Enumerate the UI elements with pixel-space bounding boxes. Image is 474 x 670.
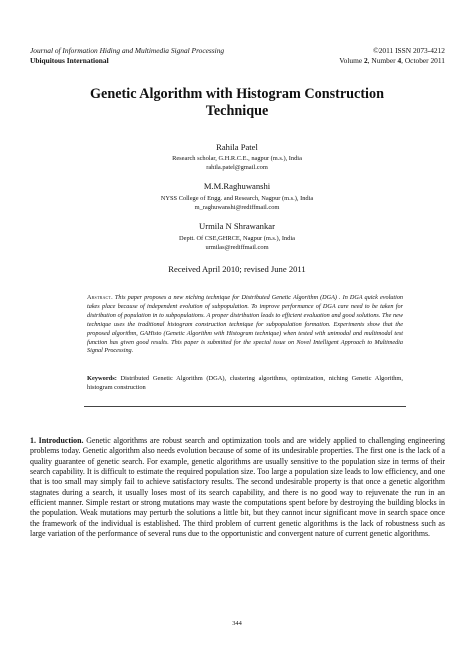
number-label: , Number — [367, 56, 398, 65]
keywords — [87, 375, 403, 393]
author-affiliation: NYSS College of Engg. and Research, Nagpur (m.s.), India — [160, 195, 314, 202]
issue-date: , October 2011 — [401, 56, 445, 65]
paper-title-line-2: Technique — [205, 103, 269, 119]
abstract-label: Abstract. — [87, 294, 113, 301]
author-email: urmilas@rediffmail.com — [205, 244, 269, 251]
publisher: Ubiquitous International — [30, 56, 109, 65]
author-affiliation: Research scholar, G.H.R.C.E., nagpur (m.s.), India — [172, 155, 302, 162]
volume-label: Volume — [339, 56, 364, 65]
keywords-text: Distributed Genetic Algorithm (DGA), clustering algorithms, optimization, niching Genetic Algorithm, histogram construction — [87, 375, 403, 391]
author-email: rahila.patel@gmail.com — [206, 164, 268, 171]
author-name: Rahila Patel — [216, 142, 258, 152]
introduction-paragraph — [30, 436, 445, 539]
journal-name: Journal of Information Hiding and Multimedia Signal Processing — [30, 46, 225, 55]
author-name: Urmila N Shrawankar — [199, 221, 275, 231]
copyright: ©2011 ISSN 2073-4212 — [373, 46, 445, 55]
author-name: M.M.Raghuwanshi — [203, 181, 271, 191]
volume-info — [339, 56, 445, 65]
received-date: Received April 2010; revised June 2011 — [168, 264, 306, 274]
author-email: m_raghuwanshi@rediffmail.com — [194, 204, 280, 211]
abstract-text: This paper proposes a new niching technique for Distributed Genetic Algorithm (DGA) . In DGA quick evolution takes place because of independent evolution of subpopulation. To improve performance of DGA care need to be taken for distribution of population in to subpopulations. A proper distribution leads to efficient evaluation and good solutions. The new technique uses the traditional histogram construction technique for subpopulation formation. Experiments show that the proposed algorithm, GAHisto (Genetic Algorithm with Histogram technique) when tested with unimodal and multimodal test function has given good results. This paper is submitted for the special issue on Novel Intelligent Approach to Multimedia Signal Processing. — [87, 294, 404, 355]
keywords-label: Keywords: — [87, 375, 117, 382]
page-number: 344 — [232, 620, 242, 627]
abstract — [87, 294, 403, 356]
abstract-divider — [84, 406, 406, 407]
issue-number: 4 — [397, 56, 402, 65]
paper-title-line-1: Genetic Algorithm with Histogram Construction — [90, 86, 384, 102]
volume-number: 2 — [363, 56, 368, 65]
author-affiliation: Deptt. Of CSE,GHRCE, Nagpur (m.s.), India — [179, 235, 295, 242]
introduction-text: Genetic algorithms are robust search and optimization tools and are widely applied to challenging engineering problems today. Genetic algorithm also needs evolution because of some of its undesirable properties. The first one is the lack of a quality guarantee of genetic search. For example, genetic algorithms are usually sensitive to the population size in terms of their search capability. It is difficult to estimate the required population size. Too large a population size leads to low efficiency, and one that is too small may simply fail to achieve satisfactory results. The second undesirable property is that once a genetic algorithm stagnates during a search, it usually loses most of its search capability, and there is no good way to rejuvenate the run in an efficient manner. Simple restart or strong mutations may waste the computations spent before by destroying the building blocks in the population. Weak mutations may perturb the solutions a little bit, but they cannot incur significant move in search space once the framework of the individual is established. The third problem of current genetic algorithms is the lack of robustness such as large variation of the performance of several runs due to the opportunistic and convergent nature of current genetic algorithms. — [30, 436, 445, 539]
section-heading: 1. Introduction. — [30, 436, 84, 445]
